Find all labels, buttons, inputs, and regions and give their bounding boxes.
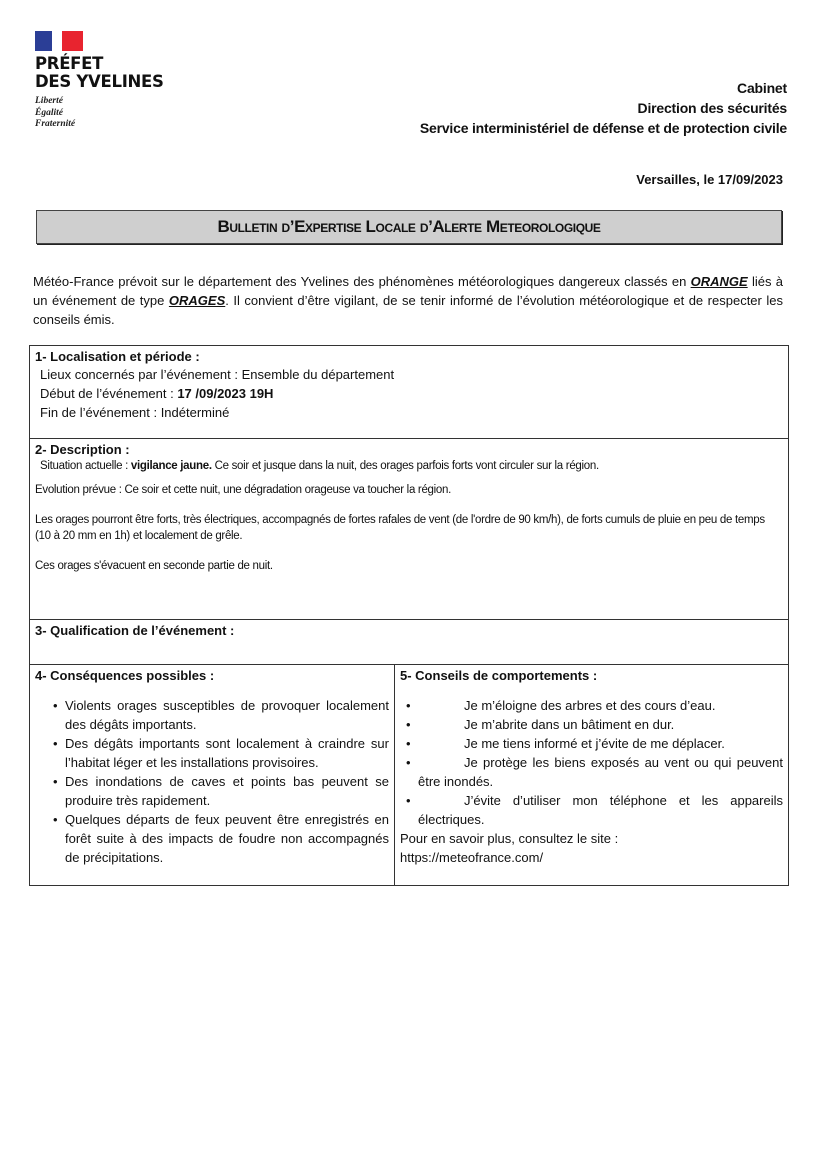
end-text: Ces orages s'évacuent en seconde partie de nuit. [35,560,273,572]
list-item: • Je me tiens informé et j’évite de me déplacer. [400,734,783,753]
section-title: 2- Description : [35,442,130,457]
list-item: • Je m’abrite dans un bâtiment en dur. [400,715,783,734]
list-item: • Violents orages susceptibles de provoquer localement des dégâts importants. [55,696,389,734]
bulletin-table [29,345,789,886]
debut-value: 17 /09/2023 19H [177,386,274,401]
section-title: 4- Conséquences possibles : [35,668,215,683]
list-item: • J’évite d’utiliser mon téléphone et les appareils électriques. [400,791,783,829]
lieux-value: Ensemble du département [241,367,395,382]
section-description [30,439,789,620]
bulletin-title-box [36,210,782,244]
bulletin-title: Bulletin d’Expertise Locale d’Alerte Meteorologique [217,217,601,236]
cabinet-label: Cabinet [737,80,787,96]
list-item: • Je protège les biens exposés au vent ou qui peuvent être inondés. [400,753,783,791]
meteofrance-link[interactable]: https://meteofrance.com/ [400,850,544,865]
fin-value: Indéterminé [160,405,230,420]
details-text: Les orages pourront être forts, très électriques, accompagnés de fortes rafales de vent (de l'ordre de 90 km/h), de forts cumuls de pluie en peu de temps (10 à 20 mm en 1h) et localement de grêle. [35,514,765,542]
list-item: • Quelques départs de feux peuvent être enregistrés en forêt suite à des impacts de foudre non accompagnés de précipitations. [55,810,389,867]
event-type: ORAGES [168,293,226,308]
list-item: • Des inondations de caves et points bas peuvent se produire très rapidement. [55,772,389,810]
intro-paragraph: Météo-France prévoit sur le département des Yvelines des phénomènes météorologiques dangereux classés en ORANGE liés à un événement de type ORAGES. Il convient d’être vigilant, de se tenir informé de l’évolution météorologique et de respecter les conseils émis. [33,274,784,327]
direction-label: Direction des sécurités [637,100,787,116]
prefecture-name: PRÉFET DES YVELINES [35,54,164,91]
document-date: Versailles, le 17/09/2023 [636,172,783,187]
situation-text: Situation actuelle : vigilance jaune. Ce soir et jusque dans la nuit, des orages parfois forts vont circuler sur la région. [40,460,599,472]
marianne-flag-icon [35,31,83,51]
section-title: 5- Conseils de comportements : [400,668,598,683]
consequences-list [35,696,389,867]
republic-motto: Liberté Égalité Fraternité [35,96,76,129]
section-localisation: 1- Localisation et période : Lieux concernés par l’événement : Ensemble du département Début de l’événement : 17 /09/2023 19H Fin de l’événement : Indéterminé [30,346,789,439]
evolution-text: Evolution prévue : Ce soir et cette nuit, une dégradation orageuse va toucher la région. [35,484,451,496]
section-conseils [395,665,789,886]
section-qualification [30,620,789,665]
section-consequences [30,665,395,886]
alert-level: ORANGE [690,274,748,289]
service-header [420,78,787,138]
list-item: • Des dégâts importants sont localement à craindre sur l’habitat léger et les installations provisoires. [55,734,389,772]
section-title: 1- Localisation et période : [35,349,200,364]
service-label: Service interministériel de défense et de protection civile [419,120,787,136]
section-title: 3- Qualification de l’événement : [35,623,235,638]
conseils-list [400,696,783,829]
more-info-text: Pour en savoir plus, consultez le site : [400,831,619,846]
prefecture-logo [35,31,164,131]
list-item: • Je m’éloigne des arbres et des cours d’eau. [400,696,783,715]
